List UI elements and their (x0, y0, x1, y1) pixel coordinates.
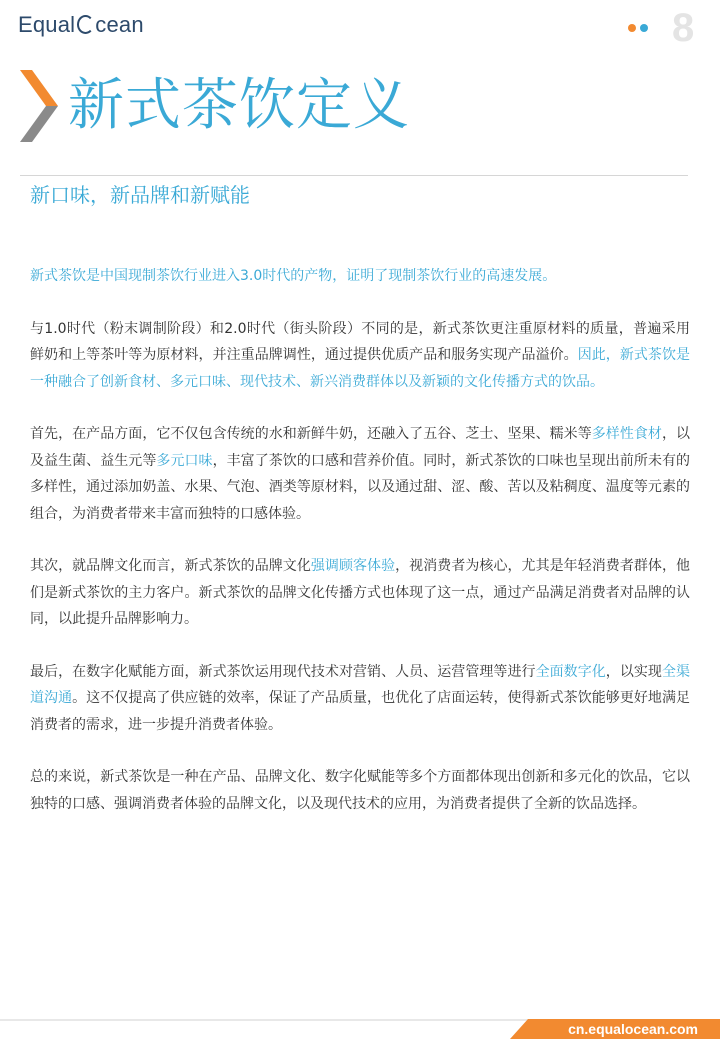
text-segment: 与1.0时代（粉末调制阶段）和2.0时代（街头阶段）不同的是，新式茶饮更注重原材料的质量，普遍采用鲜奶和上等茶叶等为原材料，并注重品牌调性，通过提供优质产品和服务实现产品溢价。 (30, 320, 690, 363)
highlighted-text: 全面数字化 (535, 663, 606, 680)
highlighted-text: 多元口味 (156, 452, 213, 469)
text-segment: ，视消费者为核心，尤其是年轻消费者群体，他们是新式茶饮的主力客户。新式茶饮的品牌文化传播方式也体现了这一点，通过产品满足消费者对品牌的认同，以此提升品牌影响力。 (30, 558, 691, 627)
text-segment: 新式茶饮是中国现制茶饮行业进入3.0时代的产物，证明了现制茶饮行业的高速发展。 (30, 268, 557, 284)
logo-text-right: cean (95, 12, 144, 37)
logo-text-left: Equal (18, 12, 76, 37)
text-segment: 。这不仅提高了供应链的效率，保证了产品质量，也优化了店面运转，使得新式茶饮能够更好地满足消费者的需求，进一步提升消费者体验。 (30, 690, 691, 733)
title-divider (20, 175, 688, 176)
text-segment: 最后，在数字化赋能方面，新式茶饮运用现代技术对营销、人员、运营管理等进行 (30, 663, 536, 680)
text-segment: 首先，在产品方面，它不仅包含传统的水和新鲜牛奶，还融入了五谷、芝士、坚果、糯米等 (30, 426, 592, 442)
paragraph (30, 316, 690, 396)
paragraph (30, 421, 690, 527)
logo-o-icon (77, 15, 94, 34)
text-segment: ，丰富了茶饮的口感和营养价值。同时，新式茶饮的口味也呈现出前所未有的多样性，通过添加奶盖、水果、气泡、酒类等原材料，以及通过甜、涩、酸、苦以及粘稠度、温度等元素的组合，为消费者带来丰富而独特的口感体验。 (30, 452, 691, 522)
highlighted-text: 全渠道沟通 (30, 663, 691, 706)
highlighted-text: 因此，新式茶饮是一种融合了创新食材、多元口味、现代技术、新兴消费群体以及新颖的文化传播方式的饮品。 (30, 347, 691, 390)
page-number: 8 (672, 6, 695, 50)
text-segment: 其次，就品牌文化而言，新式茶饮的品牌文化 (30, 558, 311, 574)
text-segment: ，以实现 (605, 663, 662, 680)
paragraph (30, 764, 690, 817)
text-segment: ，以及益生菌、益生元等 (30, 426, 691, 469)
paragraph (30, 659, 690, 739)
brand-logo (18, 12, 144, 38)
text-segment: 总的来说，新式茶饮是一种在产品、品牌文化、数字化赋能等多个方面都体现出创新和多元化的饮品，它以独特的口感、强调消费者体验的品牌文化，以及现代技术的应用，为消费者提供了全新的饮品选择。 (30, 769, 690, 812)
paragraph (30, 553, 690, 633)
highlighted-text: 多样性食材 (591, 426, 662, 442)
section-subtitle: 新口味，新品牌和新赋能 (30, 183, 250, 207)
body-text (30, 263, 690, 843)
page-title: 新式茶饮定义 (68, 73, 410, 138)
footer-website-link[interactable]: cn.equalocean.com (568, 1021, 698, 1037)
paragraph (30, 263, 690, 290)
chevron-arrow-icon (20, 70, 58, 142)
orange-dot-icon (628, 24, 636, 32)
highlighted-text: 强调顾客体验 (310, 558, 396, 574)
blue-dot-icon (640, 24, 648, 32)
